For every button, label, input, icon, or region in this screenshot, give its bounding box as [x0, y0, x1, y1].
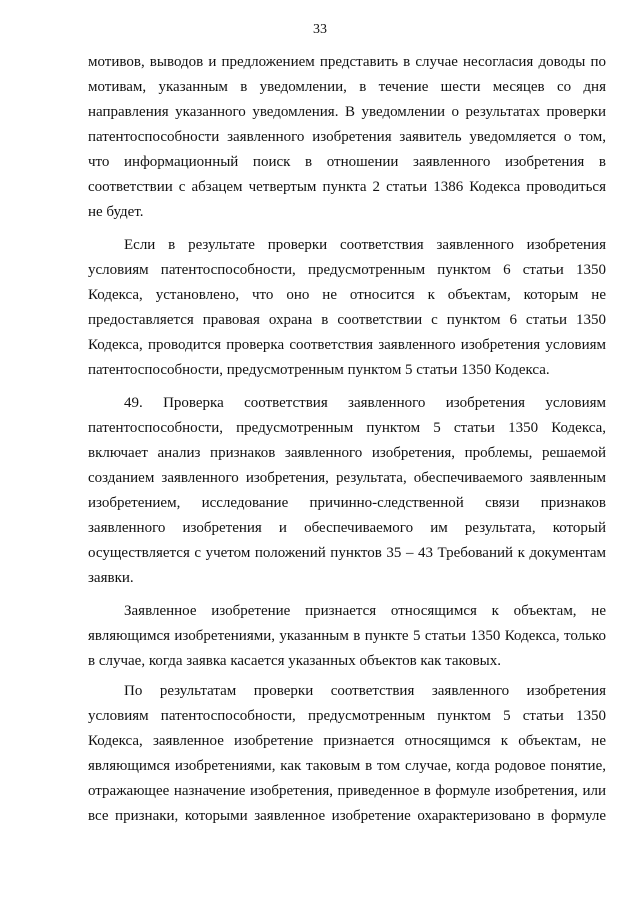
text-line: 49. Проверка соответствия заявленного изобретения условиям: [124, 395, 606, 411]
paragraph-4: [88, 599, 606, 674]
text-line: мотивам, указанным в уведомлении, в течение шести месяцев со дня: [88, 79, 606, 95]
text-line: являющимся изобретениями, как таковым в том случае, когда родовое понятие,: [88, 758, 606, 774]
text-line: направления указанного уведомления. В уведомлении о результатах проверки: [88, 104, 606, 120]
paragraph-2: [88, 233, 606, 383]
text-line: соответствии с абзацем четвертым пункта 2 статьи 1386 Кодекса проводиться: [88, 179, 606, 195]
text-line: изобретением, исследование причинно-следственной связи признаков: [88, 495, 606, 511]
text-line: Заявленное изобретение признается относящимся к объектам, не: [124, 603, 606, 619]
text-line: заявки.: [88, 570, 134, 586]
text-line: включает анализ признаков заявленного изобретения, проблемы, решаемой: [88, 445, 606, 461]
text-line: По результатам проверки соответствия заявленного изобретения: [124, 683, 606, 699]
text-line: Кодекса, проводится проверка соответствия заявленного изобретения условиям: [88, 337, 606, 353]
text-line: созданием заявленного изобретения, результата, обеспечиваемого заявленным: [88, 470, 606, 486]
text-line: осуществляется с учетом положений пунктов 35 – 43 Требований к документам: [88, 545, 606, 561]
text-line: патентоспособности, предусмотренным пунктом 5 статьи 1350 Кодекса,: [88, 420, 606, 436]
text-line: предоставляется правовая охрана в соответствии с пунктом 6 статьи 1350: [88, 312, 606, 328]
text-line: отражающее назначение изобретения, приведенное в формуле изобретения, или: [88, 783, 606, 799]
text-line: в случае, когда заявка касается указанных объектов как таковых.: [88, 653, 501, 669]
text-line: патентоспособности, предусмотренным пунктом 5 статьи 1350 Кодекса.: [88, 362, 550, 378]
paragraph-1: [88, 50, 606, 225]
text-line: являющимся изобретениями, указанным в пункте 5 статьи 1350 Кодекса, только: [88, 628, 606, 644]
text-line: все признаки, которыми заявленное изобретение охарактеризовано в формуле: [88, 808, 606, 824]
text-line: Кодекса, заявленное изобретение признается относящимся к объектам, не: [88, 733, 606, 749]
text-line: патентоспособности заявленного изобретения заявитель уведомляется о том,: [88, 129, 606, 145]
text-line: Кодекса, установлено, что оно не относится к объектам, которым не: [88, 287, 606, 303]
text-line: условиям патентоспособности, предусмотренным пунктом 6 статьи 1350: [88, 262, 606, 278]
text-line: что информационный поиск в отношении заявленного изобретения в: [88, 154, 606, 170]
text-line: Если в результате проверки соответствия заявленного изобретения: [124, 237, 606, 253]
text-line: заявленного изобретения и обеспечиваемого им результата, который: [88, 520, 606, 536]
text-line: не будет.: [88, 204, 144, 220]
paragraph-5: [88, 679, 606, 829]
text-line: условиям патентоспособности, предусмотренным пунктом 5 статьи 1350: [88, 708, 606, 724]
text-line: мотивов, выводов и предложением представить в случае несогласия доводы по: [88, 54, 606, 70]
paragraph-3: [88, 391, 606, 591]
page-number: 33: [313, 22, 327, 37]
